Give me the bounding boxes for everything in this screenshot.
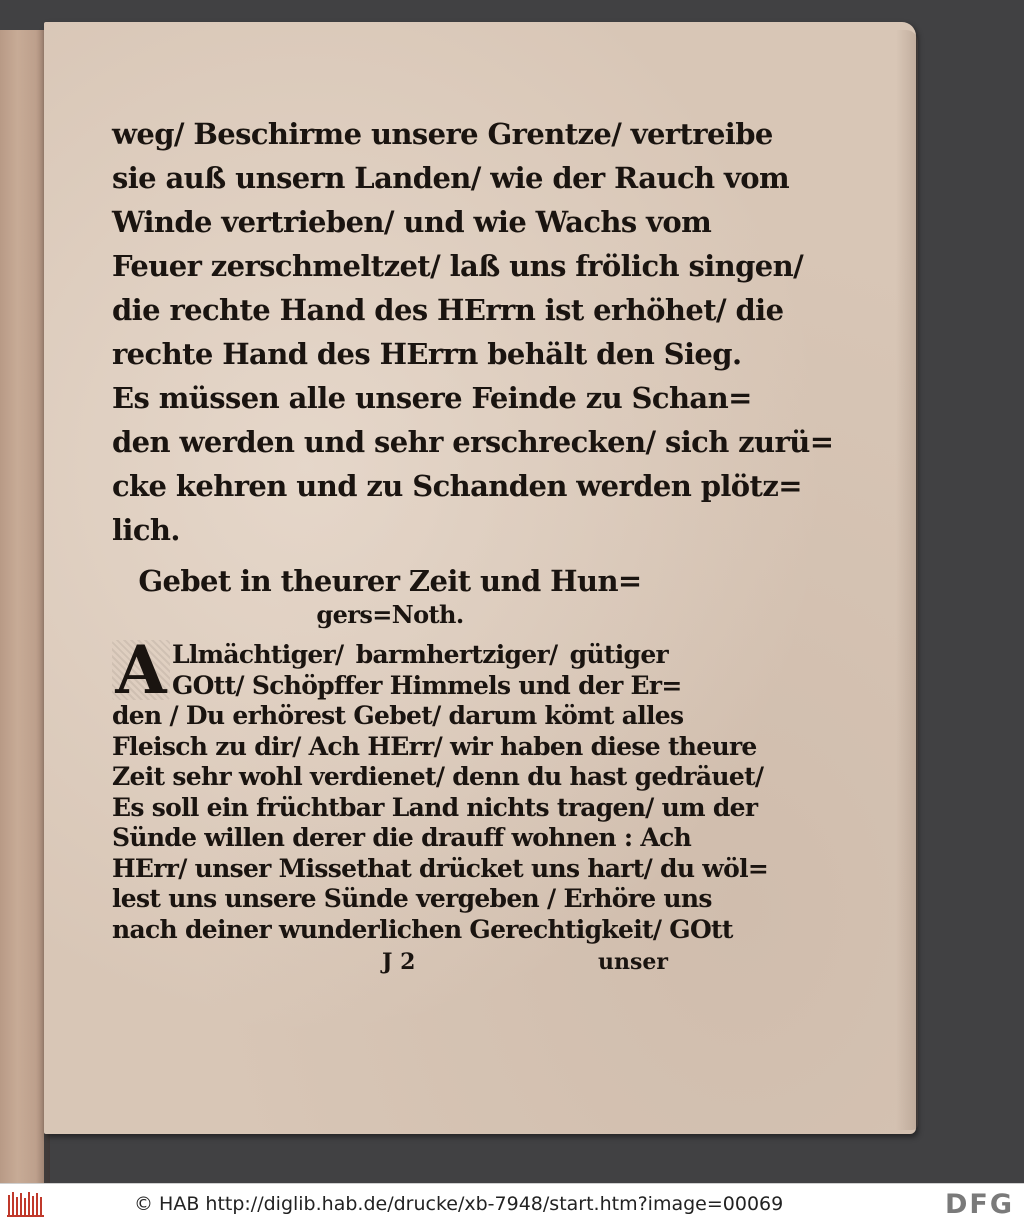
prayer-paragraph (112, 631, 769, 945)
copyright-link[interactable]: © HAB http://diglib.hab.de/drucke/xb-7948/start.htm?image=00069 (134, 1193, 784, 1215)
page-foot (112, 949, 668, 975)
text-line: Es müssen alle unsere Feinde zu Schan= (112, 381, 752, 415)
text-line: Winde vertrieben/ und wie Wachs vom (112, 205, 712, 239)
heading-line-2: gers=Noth. (316, 600, 464, 629)
prayer-line: Zeit sehr wohl verdienet/ denn du hast gedräuet/ (112, 762, 764, 791)
dfg-logo[interactable]: DFG (944, 1188, 1014, 1220)
prayer-line: GOtt/ Schöpffer Himmels und der Er= (172, 670, 682, 700)
catchword: unser (598, 949, 668, 975)
prayer-line: HErr/ unser Missethat drücket uns hart/ du wöl= (112, 853, 769, 883)
prayer-line: Es soll ein früchtbar Land nichts tragen/ um der (112, 792, 758, 822)
section-heading (112, 562, 668, 630)
prayer-line: nach deiner wunderlichen Gerechtigkeit/ GOtt (112, 914, 733, 944)
page-text (112, 112, 834, 975)
text-line: rechte Hand des HErrn behält den Sieg. (112, 337, 742, 371)
drop-cap-initial: A (112, 640, 170, 700)
hab-logo-icon[interactable] (6, 1189, 46, 1219)
prayer-line: Fleisch zu dir/ Ach HErr/ wir haben diese theure (112, 731, 757, 761)
prayer-line: lest uns unsere Sünde vergeben / Erhöre uns (112, 884, 712, 913)
page-edge-shadow (896, 30, 918, 1130)
signature-mark: J 2 (382, 949, 416, 975)
text-line: cke kehren und zu Schanden werden plötz= (112, 469, 802, 503)
attribution-bar (0, 1183, 1024, 1224)
prayer-line: Sünde willen derer die drauff wohnen : Ach (112, 823, 692, 852)
text-line: den werden und sehr erschrecken/ sich zurü= (112, 425, 834, 459)
heading-line-1: Gebet in theurer Zeit und Hun= (138, 564, 642, 598)
prayer-lines (112, 640, 769, 945)
text-line: die rechte Hand des HErrn ist erhöhet/ die (112, 293, 784, 327)
text-line: lich. (112, 513, 180, 547)
text-line: sie auß unsern Landen/ wie der Rauch vom (112, 161, 790, 195)
text-line: weg/ Beschirme unsere Grentze/ vertreibe (112, 117, 773, 151)
prayer-line: Llmächtiger/ barmhertziger/ gütiger (172, 640, 668, 669)
prayer-line: den / Du erhörest Gebet/ darum kömt alles (112, 701, 684, 730)
text-line: Feuer zerschmeltzet/ laß uns frölich singen/ (112, 249, 804, 283)
paragraph-continued (112, 112, 834, 552)
